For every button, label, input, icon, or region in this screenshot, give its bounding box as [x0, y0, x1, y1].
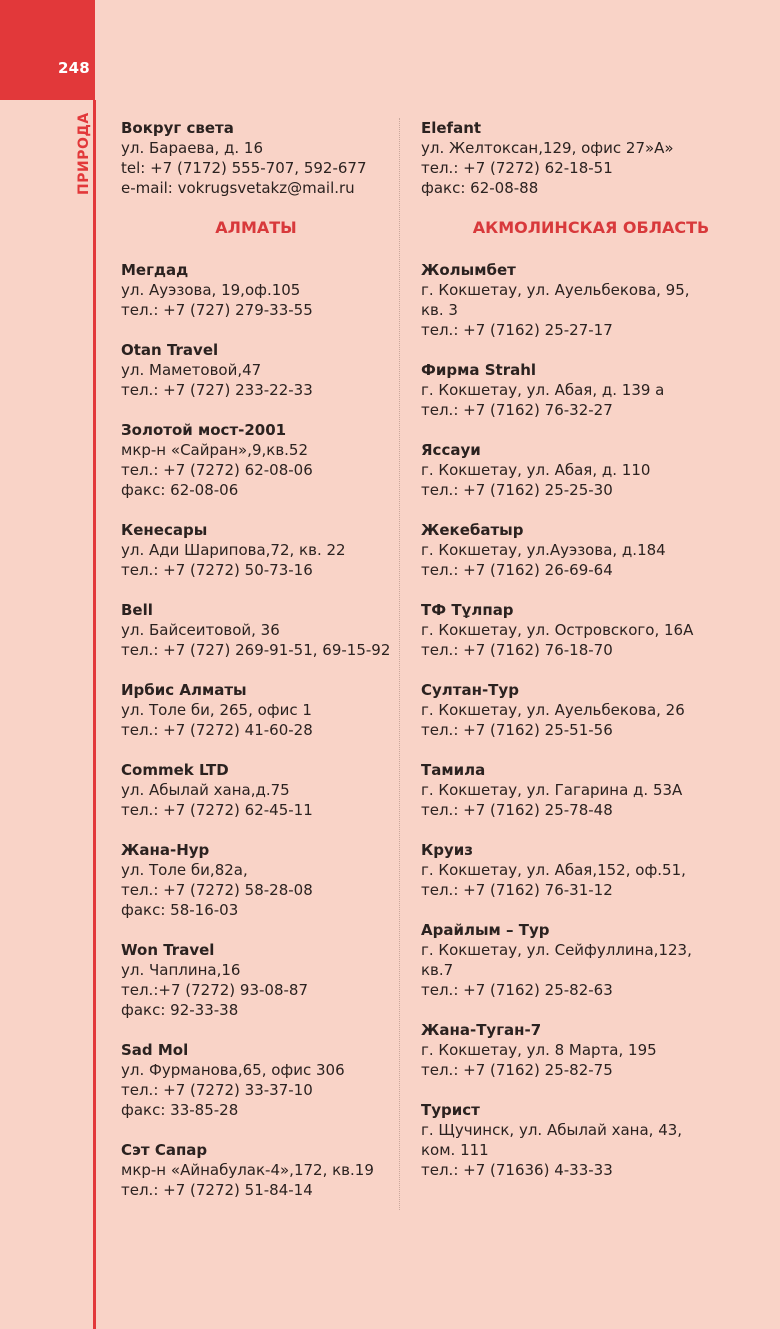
agency-entry: [121, 420, 391, 500]
agency-detail-line: тел.: +7 (727) 233-22-33: [121, 381, 313, 399]
agency-entry: [421, 1100, 761, 1180]
agency-detail-line: ул. Маметовой,47: [121, 361, 262, 379]
agency-entry: [421, 760, 761, 820]
agency-name: Жана-Туган-7: [421, 1021, 542, 1039]
agency-entry: [121, 118, 391, 198]
agency-name: Турист: [421, 1101, 480, 1119]
agency-detail-line: ул. Абылай хана,д.75: [121, 781, 290, 799]
agency-entry: [121, 520, 391, 580]
agency-detail-line: г. Кокшетау, ул.Ауэзова, д.184: [421, 541, 666, 559]
left-column: [121, 118, 391, 1220]
agency-entry: [121, 840, 391, 920]
column-divider: [399, 118, 400, 1210]
agency-detail-line: e-mail: vokrugsvetakz@mail.ru: [121, 179, 355, 197]
agency-entry: [421, 1020, 761, 1080]
agency-entry: [421, 118, 761, 198]
agency-name: Арайлым – Тур: [421, 921, 550, 939]
agency-detail-line: тел.: +7 (7162) 25-51-56: [421, 721, 613, 739]
agency-name: Жолымбет: [421, 261, 516, 279]
side-rule: [93, 100, 96, 1329]
agency-name: Elefant: [421, 119, 482, 137]
agency-detail-line: тел.:+7 (7272) 93-08-87: [121, 981, 308, 999]
agency-entry: [421, 920, 761, 1000]
agency-detail-line: г. Кокшетау, ул. Абая, д. 139 а: [421, 381, 665, 399]
agency-detail-line: г. Кокшетау, ул. Ауельбекова, 26: [421, 701, 685, 719]
agency-name: Яссауи: [421, 441, 481, 459]
agency-detail-line: ул. Байсеитовой, 36: [121, 621, 280, 639]
agency-detail-line: г. Кокшетау, ул. Островского, 16А: [421, 621, 694, 639]
section-label: ПРИРОДА: [76, 112, 92, 195]
agency-name: Кенесары: [121, 521, 208, 539]
agency-detail-line: тел.: +7 (7162) 25-82-63: [421, 981, 613, 999]
agency-detail-line: тел.: +7 (7162) 25-82-75: [421, 1061, 613, 1079]
agency-detail-line: факс: 62-08-88: [421, 179, 539, 197]
agency-entry: [421, 520, 761, 580]
agency-entry: [121, 680, 391, 740]
agency-detail-line: г. Кокшетау, ул. 8 Марта, 195: [421, 1041, 657, 1059]
region-heading: АЛМАТЫ: [215, 218, 297, 237]
agency-detail-line: г. Кокшетау, ул. Сейфуллина,123,: [421, 941, 692, 959]
agency-detail-line: тел.: +7 (7272) 62-45-11: [121, 801, 313, 819]
agency-detail-line: г. Кокшетау, ул. Абая, д. 110: [421, 461, 651, 479]
agency-detail-line: тел.: +7 (71636) 4-33-33: [421, 1161, 613, 1179]
agency-detail-line: ул. Чаплина,16: [121, 961, 241, 979]
agency-detail-line: тел.: +7 (7272) 51-84-14: [121, 1181, 313, 1199]
agency-name: Фирма Strahl: [421, 361, 537, 379]
agency-detail-line: кв.7: [421, 961, 454, 979]
agency-detail-line: г. Кокшетау, ул. Гагарина д. 53А: [421, 781, 683, 799]
agency-name: Commek LTD: [121, 761, 229, 779]
right-column: [421, 118, 761, 1200]
agency-detail-line: г. Щучинск, ул. Абылай хана, 43,: [421, 1121, 683, 1139]
region-heading: АКМОЛИНСКАЯ ОБЛАСТЬ: [472, 218, 710, 237]
agency-name: Ирбис Алматы: [121, 681, 247, 699]
agency-name: Won Travel: [121, 941, 215, 959]
agency-detail-line: ком. 111: [421, 1141, 489, 1159]
agency-detail-line: тел.: +7 (7272) 41-60-28: [121, 721, 313, 739]
agency-entry: [121, 340, 391, 400]
agency-detail-line: факс: 58-16-03: [121, 901, 239, 919]
agency-detail-line: тел.: +7 (7162) 26-69-64: [421, 561, 613, 579]
agency-detail-line: тел.: +7 (7272) 50-73-16: [121, 561, 313, 579]
agency-name: Круиз: [421, 841, 474, 859]
agency-entry: [121, 1140, 391, 1200]
agency-detail-line: tel: +7 (7172) 555-707, 592-677: [121, 159, 367, 177]
agency-detail-line: ул. Ади Шарипова,72, кв. 22: [121, 541, 346, 559]
agency-name: Жекебатыр: [421, 521, 524, 539]
agency-name: Мегдад: [121, 261, 189, 279]
agency-detail-line: тел.: +7 (727) 279-33-55: [121, 301, 313, 319]
agency-detail-line: тел.: +7 (7162) 76-18-70: [421, 641, 613, 659]
agency-entry: [421, 840, 761, 900]
agency-detail-line: г. Кокшетау, ул. Ауельбекова, 95,: [421, 281, 690, 299]
agency-detail-line: г. Кокшетау, ул. Абая,152, оф.51,: [421, 861, 686, 879]
agency-detail-line: тел.: +7 (7162) 25-27-17: [421, 321, 613, 339]
agency-entry: [421, 260, 761, 340]
agency-detail-line: тел.: +7 (7162) 25-78-48: [421, 801, 613, 819]
page-number: 248: [58, 59, 90, 77]
agency-name: Вокруг света: [121, 119, 234, 137]
agency-entry: [121, 760, 391, 820]
agency-detail-line: тел.: +7 (7272) 62-18-51: [421, 159, 613, 177]
agency-name: Сэт Сапар: [121, 1141, 208, 1159]
agency-name: Султан-Тур: [421, 681, 519, 699]
agency-entry: [421, 440, 761, 500]
agency-detail-line: тел.: +7 (7162) 25-25-30: [421, 481, 613, 499]
page-number-tab: [0, 0, 95, 100]
agency-name: Bell: [121, 601, 153, 619]
agency-detail-line: факс: 33-85-28: [121, 1101, 239, 1119]
agency-detail-line: ул. Бараева, д. 16: [121, 139, 263, 157]
agency-detail-line: ул. Толе би,82а,: [121, 861, 248, 879]
agency-detail-line: мкр-н «Сайран»,9,кв.52: [121, 441, 309, 459]
agency-detail-line: тел.: +7 (7162) 76-31-12: [421, 881, 613, 899]
agency-entry: [421, 600, 761, 660]
agency-entry: [121, 940, 391, 1020]
agency-detail-line: тел.: +7 (7162) 76-32-27: [421, 401, 613, 419]
agency-entry: [421, 360, 761, 420]
agency-name: Золотой мост-2001: [121, 421, 287, 439]
agency-detail-line: ул. Ауэзова, 19,оф.105: [121, 281, 301, 299]
agency-entry: [121, 260, 391, 320]
agency-detail-line: ул. Фурманова,65, офис 306: [121, 1061, 345, 1079]
agency-name: Otan Travel: [121, 341, 219, 359]
agency-detail-line: ул. Толе би, 265, офис 1: [121, 701, 312, 719]
agency-detail-line: кв. 3: [421, 301, 458, 319]
agency-entry: [121, 1040, 391, 1120]
agency-detail-line: тел.: +7 (7272) 58-28-08: [121, 881, 313, 899]
agency-name: Sad Mol: [121, 1041, 189, 1059]
agency-detail-line: ул. Желтоксан,129, офис 27»А»: [421, 139, 674, 157]
agency-detail-line: тел.: +7 (727) 269-91-51, 69-15-92: [121, 641, 391, 659]
agency-entry: [121, 600, 391, 660]
agency-name: Жана-Нур: [121, 841, 210, 859]
agency-detail-line: тел.: +7 (7272) 33-37-10: [121, 1081, 313, 1099]
agency-name: Тамила: [421, 761, 486, 779]
agency-name: ТФ Тұлпар: [421, 601, 514, 619]
agency-detail-line: факс: 92-33-38: [121, 1001, 239, 1019]
agency-detail-line: тел.: +7 (7272) 62-08-06: [121, 461, 313, 479]
agency-detail-line: факс: 62-08-06: [121, 481, 239, 499]
agency-entry: [421, 680, 761, 740]
agency-detail-line: мкр-н «Айнабулак-4»,172, кв.19: [121, 1161, 374, 1179]
